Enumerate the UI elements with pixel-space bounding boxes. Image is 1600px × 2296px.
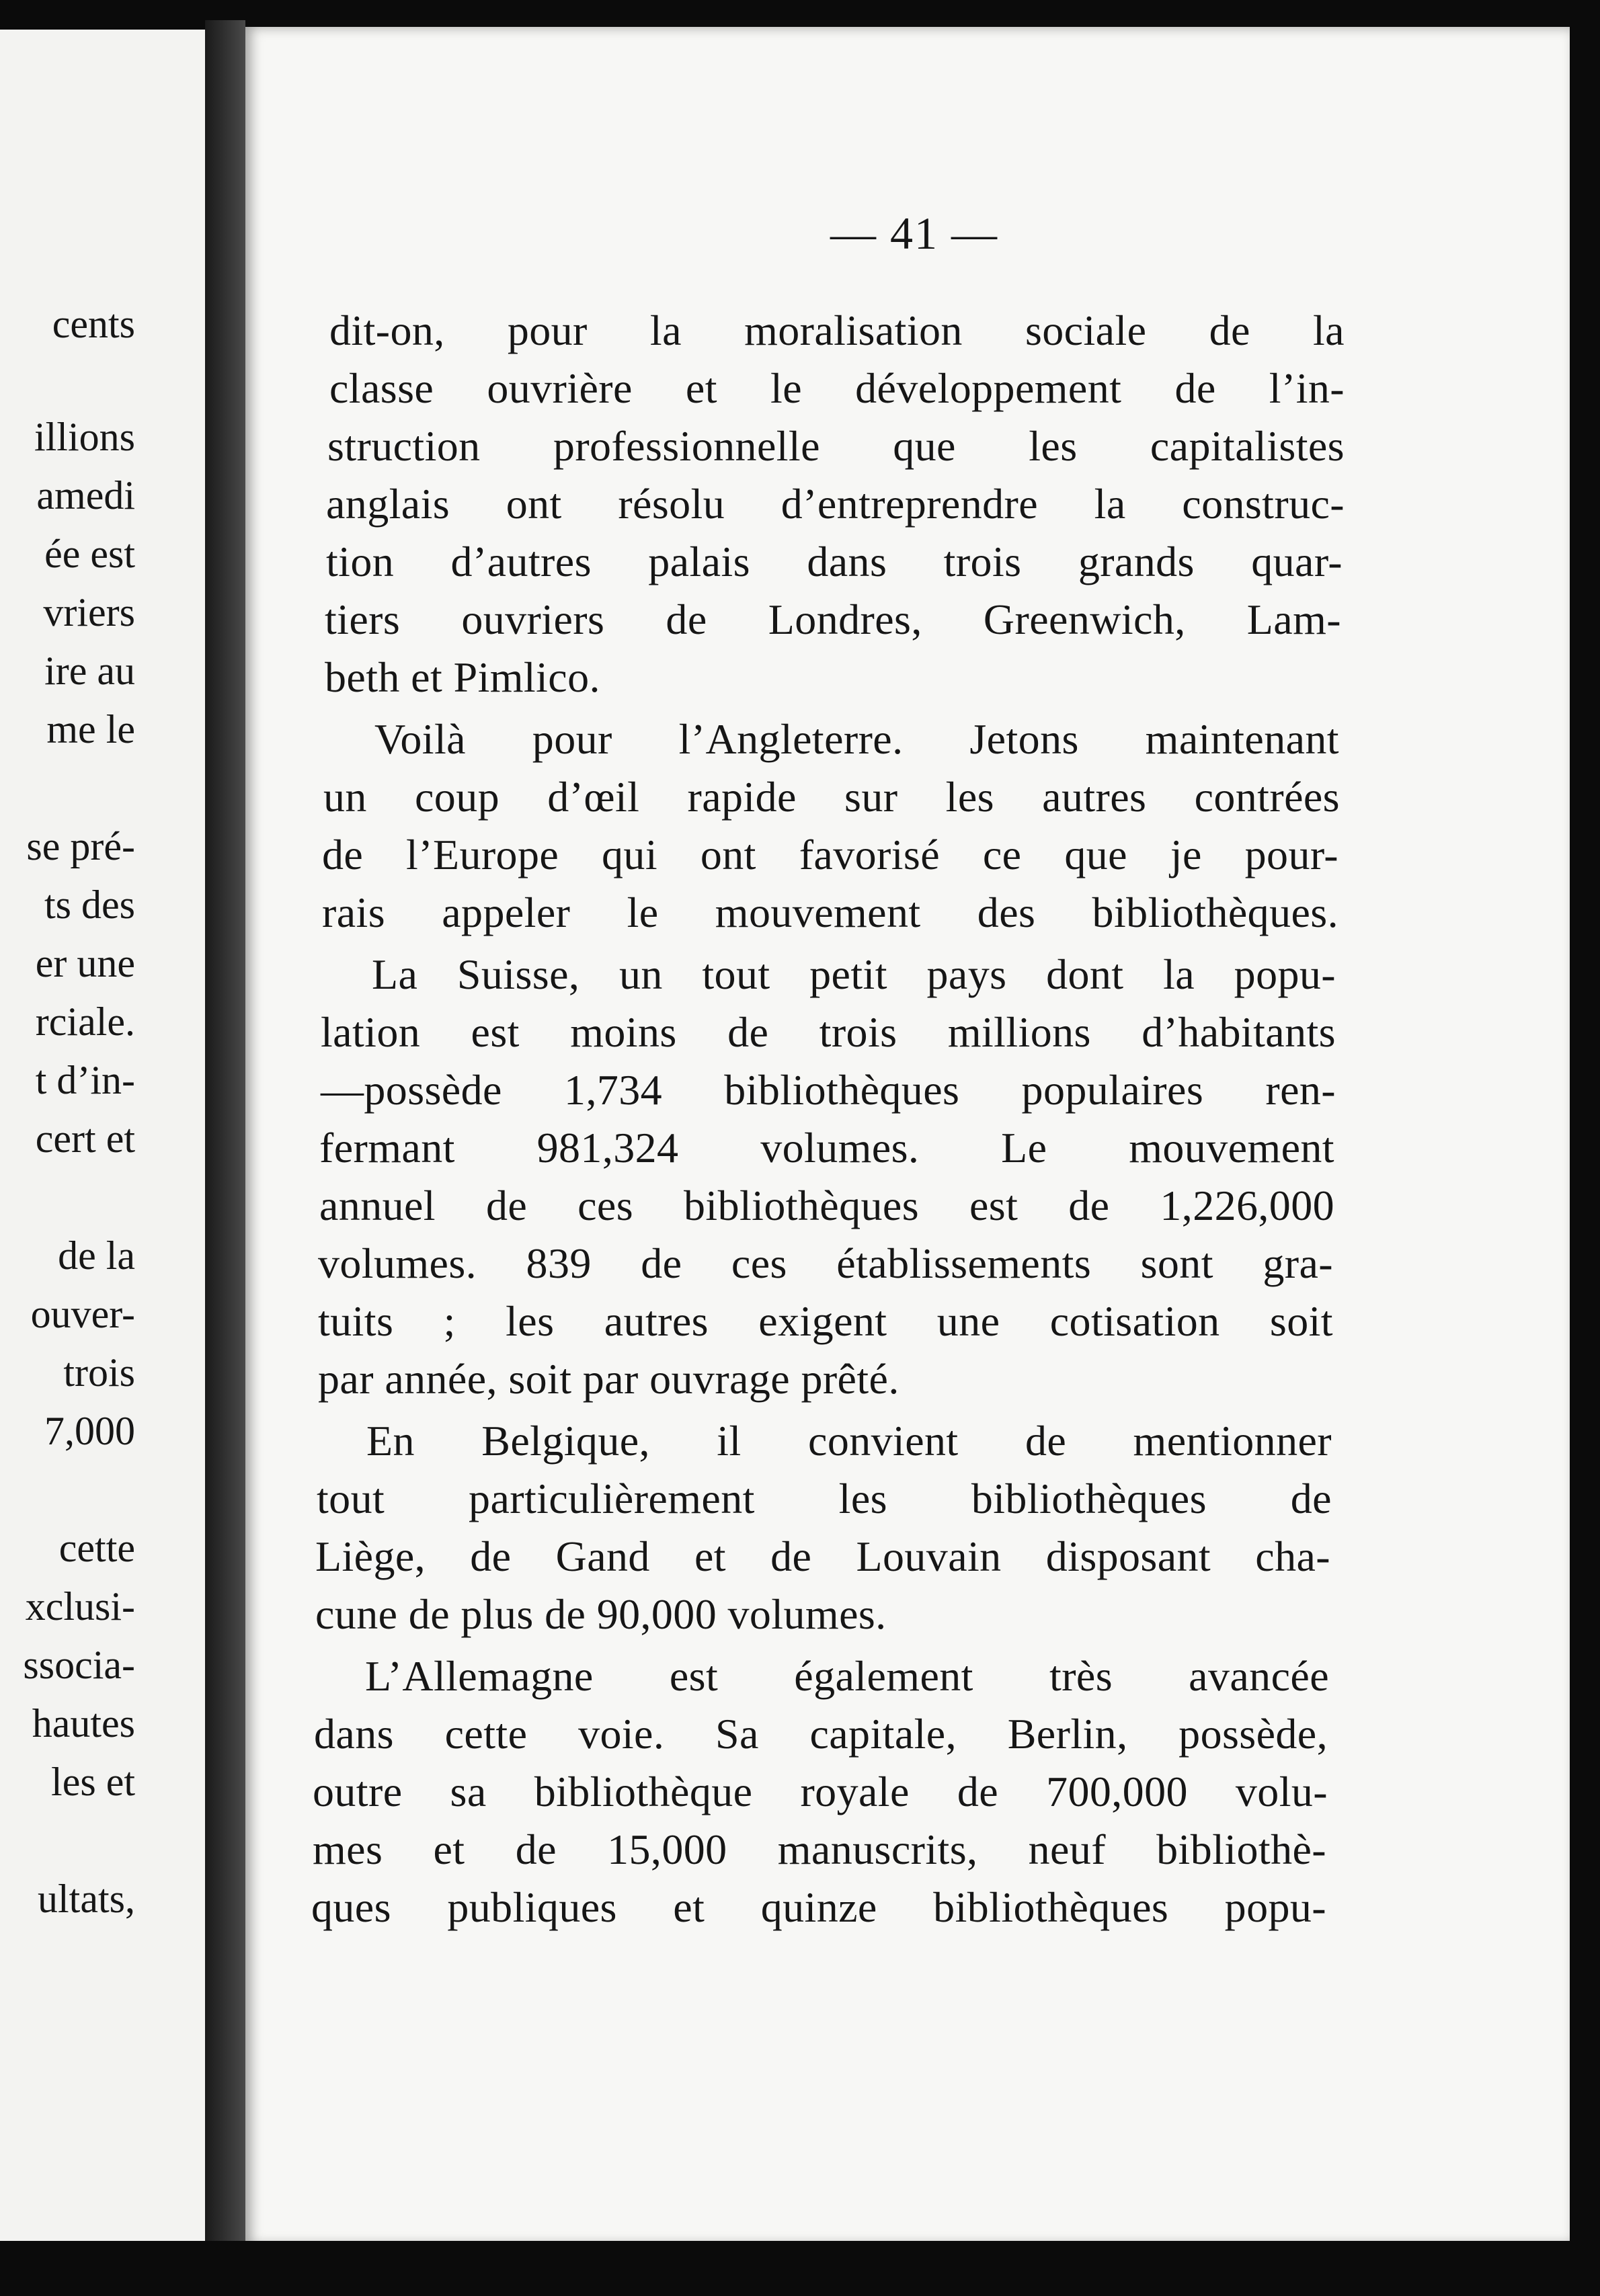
text-line: fermant 981,324 volumes. Le mouvement [319, 1124, 1334, 1172]
left-fragment: illions [34, 415, 135, 459]
left-fragment: amedi [36, 473, 135, 518]
text-line: tiers ouvriers de Londres, Greenwich, Lam- [325, 596, 1341, 643]
left-fragment: vriers [43, 590, 135, 634]
left-fragment: ire au [44, 649, 135, 693]
left-fragment: hautes [32, 1701, 135, 1746]
text-line: mes et de 15,000 manuscrits, neuf bibliothè- [313, 1826, 1326, 1873]
text-line: tion d’autres palais dans trois grands quar- [326, 538, 1343, 585]
text-line: annuel de ces bibliothèques est de 1,226,000 [319, 1182, 1334, 1229]
main-page [245, 27, 1570, 2245]
text-line: Liège, de Gand et de Louvain disposant cha- [315, 1532, 1330, 1580]
text-line: struction professionnelle que les capitalistes [327, 422, 1345, 470]
text-line: classe ouvrière et le développement de l’in- [329, 364, 1345, 412]
book-gutter [205, 20, 245, 2245]
text-line: cune de plus de 90,000 volumes. [315, 1590, 887, 1638]
left-fragment: rciale. [35, 999, 135, 1044]
left-fragment: trois [63, 1350, 135, 1395]
text-line: un coup d’œil rapide sur les autres contrées [323, 773, 1340, 821]
text-line: outre sa bibliothèque royale de 700,000 volu- [313, 1768, 1328, 1815]
text-line: tuits ; les autres exigent une cotisation soit [318, 1297, 1333, 1345]
text-line: anglais ont résolu d’entreprendre la construc- [326, 480, 1345, 528]
left-fragment: ée est [44, 532, 135, 576]
left-fragment: er une [35, 941, 135, 985]
left-fragment: cents [52, 302, 135, 346]
left-fragment: xclusi- [25, 1584, 135, 1629]
text-line: —possède 1,734 bibliothèques populaires ren- [321, 1066, 1336, 1114]
scan-border [0, 2241, 1600, 2296]
left-fragment: ssocia- [23, 1643, 135, 1687]
page-number: — 41 — [830, 208, 998, 259]
text-line: volumes. 839 de ces établissements sont gra- [318, 1239, 1333, 1287]
text-line: dit-on, pour la moralisation sociale de la [329, 306, 1345, 354]
text-line: par année, soit par ouvrage prêté. [318, 1355, 899, 1403]
left-fragment: 7,000 [44, 1409, 135, 1453]
left-fragment: ts des [44, 883, 135, 927]
text-line: En Belgique, il convient de mentionner [366, 1417, 1332, 1465]
left-fragment: me le [46, 707, 135, 751]
previous-page [0, 30, 205, 2241]
text-line: La Suisse, un tout petit pays dont la popu- [372, 950, 1336, 998]
left-fragment: cette [58, 1526, 135, 1570]
text-line: lation est moins de trois millions d’habitants [321, 1008, 1336, 1056]
text-line: L’Allemagne est également très avancée [365, 1652, 1329, 1700]
left-fragment: se pré- [26, 824, 135, 868]
text-line: rais appeler le mouvement des bibliothèques. [322, 889, 1338, 936]
text-line: ques publiques et quinze bibliothèques popu- [311, 1883, 1326, 1931]
text-line: tout particulièrement les bibliothèques de [317, 1475, 1332, 1522]
text-line: de l’Europe qui ont favorisé ce que je pour- [322, 831, 1338, 878]
left-fragment: cert et [35, 1116, 135, 1161]
text-line: Voilà pour l’Angleterre. Jetons maintenant [374, 715, 1339, 763]
text-line: beth et Pimlico. [325, 653, 600, 701]
text-line: dans cette voie. Sa capitale, Berlin, possède, [314, 1710, 1328, 1758]
left-fragment: t d’in- [35, 1058, 135, 1102]
left-fragment: ouver- [30, 1292, 135, 1336]
left-fragment: les et [51, 1760, 135, 1804]
left-fragment: de la [58, 1233, 135, 1278]
left-fragment: ultats, [38, 1877, 135, 1921]
